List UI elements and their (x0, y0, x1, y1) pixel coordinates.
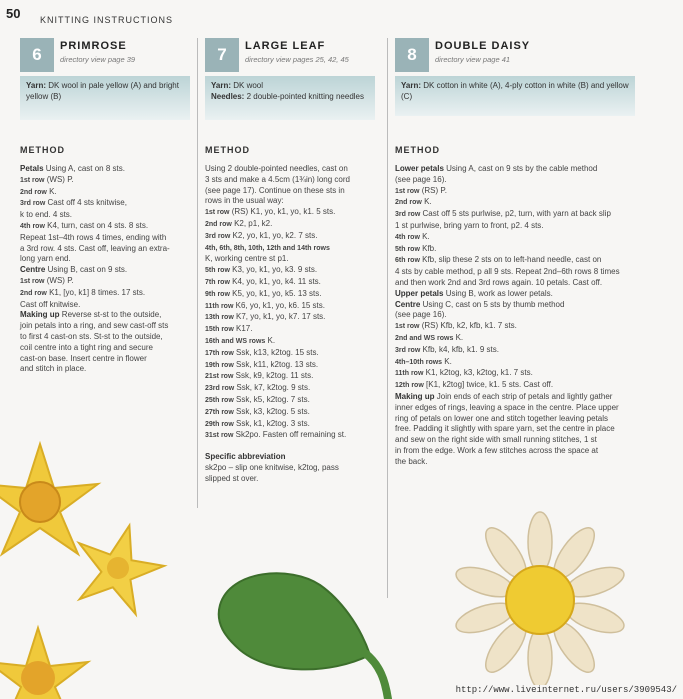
instruction-text: Ssk, k7, k2tog. 9 sts. (234, 383, 311, 393)
instruction-lines (205, 164, 375, 442)
instruction-text: Ssk, k1, k2tog. 3 sts. (233, 418, 310, 428)
instruction-line (205, 289, 375, 301)
instruction-line (205, 395, 375, 407)
method-heading: METHOD (395, 145, 440, 155)
instruction-text: Ssk, k3, k2tog. 5 sts. (233, 406, 310, 416)
instruction-line (395, 209, 635, 221)
instruction-text: K. (442, 356, 452, 366)
instruction-text: K1, yo, k1, yo, k1. 5 sts. (250, 207, 336, 217)
yarn-text: DK cotton in white (A), 4-ply cotton in white (B) and yellow (C) (401, 81, 629, 101)
instruction-text: K7, yo, k1, yo, k7. 17 sts. (233, 312, 326, 322)
instruction-text: a 3rd row. 4 sts. Cast off, leaving an extra- (20, 243, 170, 253)
materials-box (395, 76, 635, 116)
instruction-text: Cast off 5 sts purlwise, p2, turn, with yarn at back slip (420, 209, 611, 219)
row-label: 4th row (20, 222, 45, 230)
instruction-text: K. (419, 231, 430, 241)
instruction-text: K. (453, 332, 464, 342)
instructions (205, 164, 375, 485)
instruction-text: K5, yo, k1, yo, k5. 13 sts. (229, 288, 322, 298)
instruction-line (205, 277, 375, 289)
row-label: 6th row (395, 257, 420, 265)
instruction-text: Ssk, k5, k2tog. 7 sts. (233, 394, 310, 404)
instruction-text: in from the edge. Work a few stitches across the space at (395, 445, 599, 455)
row-label: 11th row (395, 370, 424, 378)
row-label: 11th row (205, 302, 234, 310)
column-divider (387, 38, 388, 598)
instruction-text: Using B, cast on 9 sts. (45, 265, 128, 275)
instruction-text: K4, turn, cast on 4 sts. 8 sts. (44, 220, 149, 230)
pattern-title: DOUBLE DAISY (435, 40, 531, 52)
row-label: 7th row (205, 278, 230, 286)
instruction-line (395, 424, 635, 435)
instruction-text: (RS) (229, 207, 251, 217)
instruction-text: Using 2 double-pointed needles, cast on (205, 164, 348, 173)
instruction-line (395, 457, 635, 468)
row-label: 13th row (205, 314, 234, 322)
materials-box (205, 76, 375, 120)
row-label: 3rd row (205, 232, 231, 240)
instruction-line (205, 164, 375, 175)
instruction-text: K2, yo, k1, yo, k2. 7 sts. (230, 230, 318, 240)
materials-box (20, 76, 190, 120)
instruction-text: ring of petals on lower one and stitch together leaving petals (395, 413, 609, 423)
instruction-line (395, 321, 635, 333)
yarn-text: DK wool (231, 81, 264, 90)
instruction-line (395, 345, 635, 357)
instruction-line (20, 233, 190, 244)
instructions (395, 164, 635, 468)
instruction-text: K, working centre st p1. (205, 254, 289, 264)
section-label: Lower petals (395, 164, 444, 173)
row-label: 1st row (205, 209, 230, 217)
yarn-text: DK wool in pale yellow (A) and bright yellow (B) (26, 81, 179, 101)
daisy-photo (445, 505, 635, 685)
section-label: Making up (395, 391, 435, 401)
row-label: 29th row (205, 420, 234, 428)
instruction-text: (see page 16). (395, 310, 447, 320)
instruction-line (20, 175, 190, 187)
row-label: 9th row (205, 290, 230, 298)
pattern-title: LARGE LEAF (245, 40, 326, 52)
instruction-text: Using B, work as lower petals. (443, 288, 553, 298)
instruction-line (20, 343, 190, 354)
instruction-line (20, 354, 190, 365)
instruction-line (395, 333, 635, 345)
instruction-text: K17. (233, 324, 253, 334)
row-label: 1st row (395, 187, 420, 195)
instruction-text: Using A, cast on 9 sts by the cable method (443, 164, 598, 173)
row-label: 21st row (205, 373, 234, 381)
yarn-label: Yarn: (401, 81, 422, 90)
row-label: 5th row (205, 267, 230, 275)
row-label: 4th–10th rows (395, 358, 443, 366)
row-label: 1st row (395, 323, 420, 331)
instruction-text: long yarn end. (20, 254, 71, 264)
instruction-line (205, 265, 375, 277)
row-label: 2nd row (20, 188, 47, 196)
row-label: 5th row (395, 245, 420, 253)
instruction-text: K. (265, 335, 276, 345)
instruction-line (395, 244, 635, 256)
row-label: 1st row (20, 277, 45, 285)
instruction-text: (RS) (419, 321, 441, 331)
instruction-line (205, 186, 375, 197)
section-label: Centre (20, 265, 46, 275)
row-label: 2nd row (205, 220, 232, 228)
directory-reference: directory view page 41 (435, 55, 511, 64)
instruction-line (395, 357, 635, 369)
instruction-text: K1, k2tog, k3, k2tog, k1. 7 sts. (423, 368, 533, 378)
row-label: 2nd and WS rows (395, 334, 454, 342)
leaf-photo (210, 565, 400, 699)
instruction-text: 4 sts by cable method, p all 9 sts. Repeat 2nd–6th rows 8 times (395, 267, 620, 277)
source-url: http://www.liveinternet.ru/users/3909543/ (455, 685, 677, 695)
instruction-line (205, 312, 375, 324)
method-heading: METHOD (205, 145, 250, 155)
instruction-text: P. (440, 185, 447, 195)
instruction-line (395, 446, 635, 457)
abbreviation-line: slipped st over. (205, 473, 259, 483)
instruction-line (395, 186, 635, 198)
section-title: KNITTING INSTRUCTIONS (40, 15, 173, 25)
instruction-line (395, 392, 635, 403)
instruction-text: Cast off 4 sts knitwise, (45, 198, 127, 208)
instruction-text: Cast off knitwise. (20, 299, 81, 309)
daisy-flower (453, 512, 628, 685)
instruction-text: and stitch in place. (20, 364, 87, 374)
instruction-text: Kfb. (419, 243, 437, 253)
row-label: 4th row (395, 233, 420, 241)
row-label: 4th, 6th, 8th, 10th, 12th and 14th rows (205, 244, 330, 252)
instruction-line (20, 300, 190, 311)
row-label: 15th row (205, 326, 234, 334)
row-label: 12th row (395, 382, 424, 390)
instruction-line (395, 232, 635, 244)
instruction-line (20, 221, 190, 233)
instruction-line (20, 288, 190, 300)
instruction-line (20, 265, 190, 276)
instruction-line (395, 175, 635, 186)
instruction-text: (see page 16). (395, 174, 447, 184)
instruction-line (20, 310, 190, 321)
instruction-line (395, 380, 635, 392)
instruction-text: K1, [yo, k1] 8 times. 17 sts. (46, 287, 146, 297)
instruction-text: the back. (395, 456, 428, 466)
instruction-text: Ssk, k11, k2tog. 13 sts. (233, 359, 319, 369)
instruction-text: K6, yo, k1, yo, k6. 15 sts. (233, 300, 326, 310)
instruction-text: (RS) (419, 185, 441, 195)
needles-text: 2 double-pointed knitting needles (244, 92, 365, 101)
instruction-line (205, 254, 375, 265)
row-label: 3rd row (20, 200, 46, 208)
instruction-line (205, 175, 375, 186)
instruction-line (205, 207, 375, 219)
instruction-line (20, 187, 190, 199)
instruction-line (395, 278, 635, 289)
instruction-line (205, 243, 375, 255)
row-label: 2nd row (395, 199, 422, 207)
instruction-line (205, 219, 375, 231)
pattern-number-badge: 7 (205, 38, 239, 72)
instruction-line (395, 164, 635, 175)
instruction-text: K2, p1, k2. (231, 218, 273, 228)
instruction-line (205, 231, 375, 243)
row-label: 19th row (205, 361, 234, 369)
instruction-text: and then work 2nd and 3rd rows again. 10 petals. Cast off. (395, 277, 603, 287)
instruction-line (205, 371, 375, 383)
instruction-text: Ssk, k9, k2tog. 11 sts. (233, 371, 314, 381)
instruction-line (20, 198, 190, 210)
instruction-text: Kfb, k4, kfb, k1. 9 sts. (420, 344, 499, 354)
instruction-text: K3, yo, k1, yo, k3. 9 sts. (229, 265, 318, 275)
instruction-line (395, 403, 635, 414)
instruction-text: P. (67, 275, 74, 285)
instruction-line (205, 383, 375, 395)
instruction-text: Ssk, k13, k2tog. 15 sts. (233, 347, 319, 357)
primrose-flower-bottom (0, 628, 88, 699)
instruction-text: K. (46, 186, 57, 196)
instruction-text: Sk2po. Fasten off remaining st. (233, 430, 347, 440)
instruction-text: free. Padding it slightly with spare yarn, set the centre in place (395, 424, 615, 434)
row-label: 17th row (205, 349, 234, 357)
instruction-line (205, 430, 375, 442)
instruction-text: Join ends of each strip of petals and lightly gather (434, 391, 613, 401)
section-label: Centre (395, 299, 421, 309)
instruction-line (395, 255, 635, 267)
yarn-label: Yarn: (26, 81, 47, 90)
instruction-text: k to end. 4 sts. (20, 210, 73, 220)
row-label: 16th and WS rows (205, 337, 266, 345)
abbreviation-heading: Specific abbreviation (205, 452, 286, 462)
instruction-line (205, 360, 375, 372)
instruction-line (20, 276, 190, 288)
instruction-text: (WS) (44, 275, 68, 285)
row-label: 27th row (205, 408, 234, 416)
instruction-line (395, 267, 635, 278)
row-label: 3rd row (395, 346, 421, 354)
instruction-text: K4, yo, k1, yo, k4. 11 sts. (229, 276, 321, 286)
instruction-text: Kfb, slip these 2 sts on to left-hand needle, cast on (419, 255, 602, 265)
instruction-line (395, 289, 635, 300)
instruction-line (395, 310, 635, 321)
row-label: 2nd row (20, 289, 47, 297)
primrose-photo (0, 440, 200, 699)
pattern-number-badge: 8 (395, 38, 429, 72)
instruction-line (205, 196, 375, 207)
directory-reference: directory view page 39 (60, 55, 136, 64)
instruction-line (20, 164, 190, 175)
instruction-line (20, 210, 190, 221)
instruction-line (205, 301, 375, 313)
instruction-text: rows in the usual way: (205, 196, 284, 206)
instruction-text: join petals into a ring, and sew cast-off sts (20, 321, 169, 331)
instruction-text: and sew on the right side with small running stitches, 1 st (395, 435, 597, 445)
instruction-line (20, 332, 190, 343)
row-label: 25th row (205, 396, 234, 404)
instruction-line (205, 419, 375, 431)
instruction-text: 3 sts and make a 4.5cm (1¾in) long cord (205, 174, 350, 184)
instruction-text: Repeat 1st–4th rows 4 times, ending with (20, 232, 167, 242)
instruction-line (20, 321, 190, 332)
instruction-line (395, 197, 635, 209)
instruction-text: P. (67, 174, 74, 184)
abbreviation-line: sk2po – slip one knitwise, k2tog, pass (205, 462, 339, 472)
instruction-line (395, 300, 635, 311)
instruction-line (205, 407, 375, 419)
instruction-line (205, 336, 375, 348)
instruction-text: Using C, cast on 5 sts by thumb method (420, 299, 565, 309)
instructions (20, 164, 190, 375)
instruction-line (20, 244, 190, 255)
primrose-flower-small (65, 514, 172, 618)
instruction-line (205, 348, 375, 360)
instruction-text: [K1, k2tog] twice, k1. 5 sts. Cast off. (423, 380, 554, 390)
instruction-text: (see page 17). Continue on these sts in (205, 185, 345, 195)
instruction-text: Kfb, k2, kfb, k1. 7 sts. (440, 321, 517, 331)
instruction-line (20, 254, 190, 265)
instruction-text: (WS) (44, 174, 68, 184)
pattern-title: PRIMROSE (60, 40, 127, 52)
instruction-text: Reverse st-st to the outside, (59, 310, 162, 320)
section-label: Making up (20, 310, 60, 320)
instruction-text: Using A, cast on 8 sts. (43, 164, 125, 173)
instruction-text: 1 st purlwise, bring yarn to front, p2. 4 sts. (395, 220, 544, 230)
row-label: 23rd row (205, 385, 235, 393)
primrose-flower-large (0, 444, 98, 554)
method-heading: METHOD (20, 145, 65, 155)
instruction-line (395, 435, 635, 446)
instruction-line (395, 368, 635, 380)
section-label: Upper petals (395, 288, 444, 298)
instruction-text: K. (421, 197, 432, 207)
yarn-label: Yarn: (211, 81, 232, 90)
instruction-line (20, 364, 190, 375)
column-divider (197, 38, 198, 508)
instruction-text: to first 4 cast-on sts. St-st to the outside, (20, 331, 163, 341)
instruction-text: cast-on base. Insert centre in flower (20, 353, 147, 363)
section-label: Petals (20, 164, 44, 173)
needles-label: Needles: (211, 92, 245, 101)
directory-reference: directory view pages 25, 42, 45 (245, 55, 349, 64)
row-label: 1st row (20, 176, 45, 184)
instruction-line (395, 221, 635, 232)
row-label: 31st row (205, 432, 234, 440)
instruction-line (395, 414, 635, 425)
pattern-number-badge: 6 (20, 38, 54, 72)
instruction-text: inner edges of rings, leaving a space in the centre. Place upper (395, 402, 619, 412)
page-number: 50 (6, 6, 21, 21)
instruction-text: coil centre into a tight ring and secure (20, 342, 153, 352)
row-label: 3rd row (395, 211, 421, 219)
instruction-line (205, 324, 375, 336)
